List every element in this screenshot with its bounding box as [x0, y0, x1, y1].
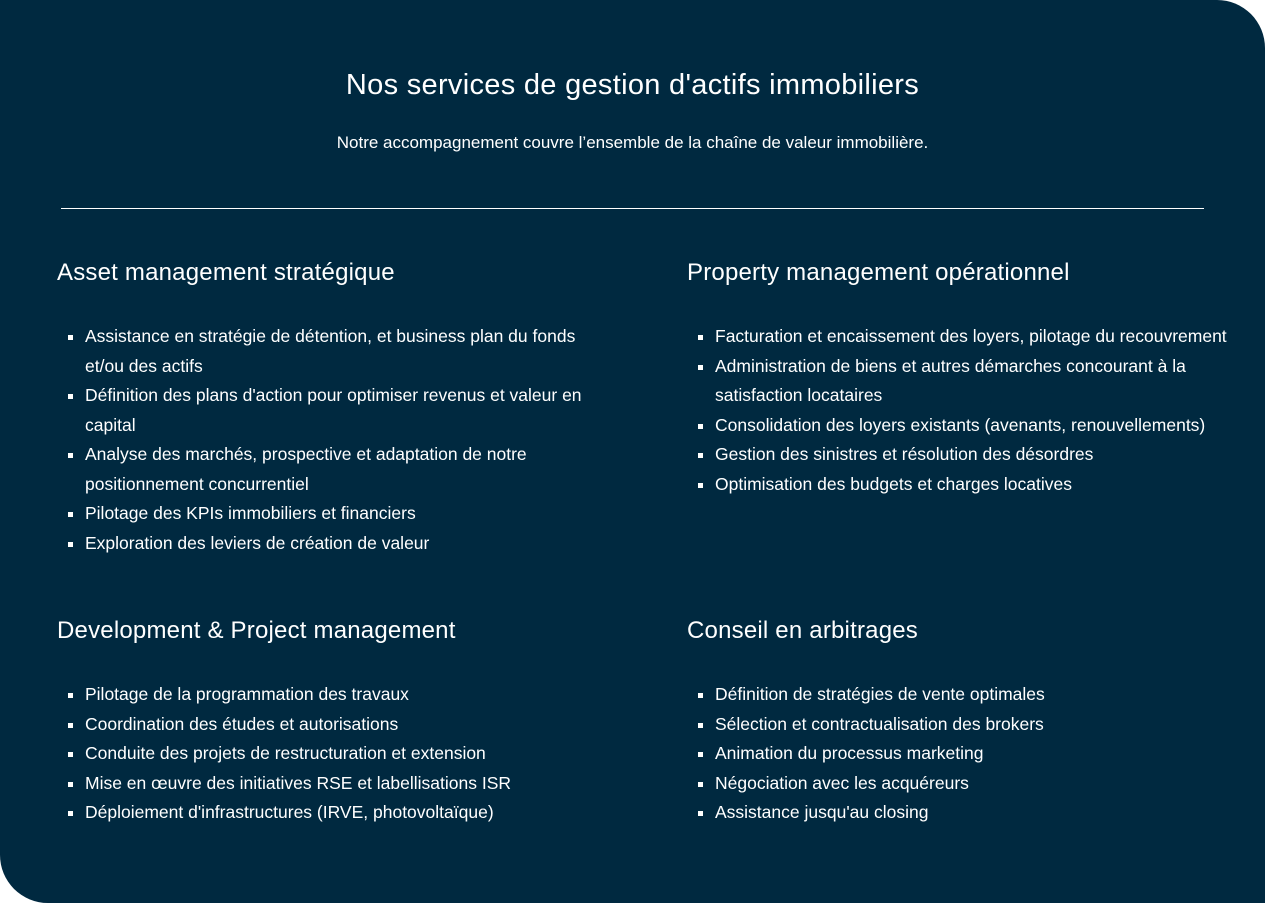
list-item: Assistance en stratégie de détention, et business plan du fonds et/ou des actifs [57, 322, 597, 381]
list-item: Analyse des marchés, prospective et adaptation de notre positionnement concurrentiel [57, 440, 597, 499]
list-item: Pilotage des KPIs immobiliers et financiers [57, 499, 597, 529]
list-item: Consolidation des loyers existants (avenants, renouvellements) [687, 411, 1227, 441]
section-arbitrage [687, 615, 1227, 828]
section-development-project [57, 615, 597, 828]
section-title: Property management opérationnel [687, 259, 1070, 286]
section-title: Development & Project management [57, 617, 456, 644]
list-item: Conduite des projets de restructuration et extension [57, 739, 597, 769]
section-title: Conseil en arbitrages [687, 617, 918, 644]
service-list [57, 680, 597, 828]
page-subtitle: Notre accompagnement couvre l’ensemble de la chaîne de valeur immobilière. [336, 133, 929, 152]
list-item: Mise en œuvre des initiatives RSE et labellisations ISR [57, 769, 597, 799]
list-item: Coordination des études et autorisations [57, 710, 597, 740]
list-item: Définition de stratégies de vente optimales [687, 680, 1227, 710]
section-title: Asset management stratégique [57, 259, 395, 286]
section-asset-management [57, 257, 597, 558]
list-item: Exploration des leviers de création de valeur [57, 529, 597, 559]
page-title: Nos services de gestion d'actifs immobiliers [345, 69, 920, 101]
list-item: Pilotage de la programmation des travaux [57, 680, 597, 710]
list-item: Administration de biens et autres démarches concourant à la satisfaction locataires [687, 352, 1227, 411]
service-list [57, 322, 597, 558]
divider [61, 208, 1204, 209]
service-list [687, 680, 1227, 828]
list-item: Animation du processus marketing [687, 739, 1227, 769]
list-item: Gestion des sinistres et résolution des désordres [687, 440, 1227, 470]
list-item: Définition des plans d'action pour optimiser revenus et valeur en capital [57, 381, 597, 440]
list-item: Sélection et contractualisation des brokers [687, 710, 1227, 740]
service-list [687, 322, 1227, 499]
section-property-management [687, 257, 1227, 499]
list-item: Facturation et encaissement des loyers, pilotage du recouvrement [687, 322, 1227, 352]
list-item: Négociation avec les acquéreurs [687, 769, 1227, 799]
list-item: Optimisation des budgets et charges locatives [687, 470, 1227, 500]
list-item: Déploiement d'infrastructures (IRVE, photovoltaïque) [57, 798, 597, 828]
list-item: Assistance jusqu'au closing [687, 798, 1227, 828]
